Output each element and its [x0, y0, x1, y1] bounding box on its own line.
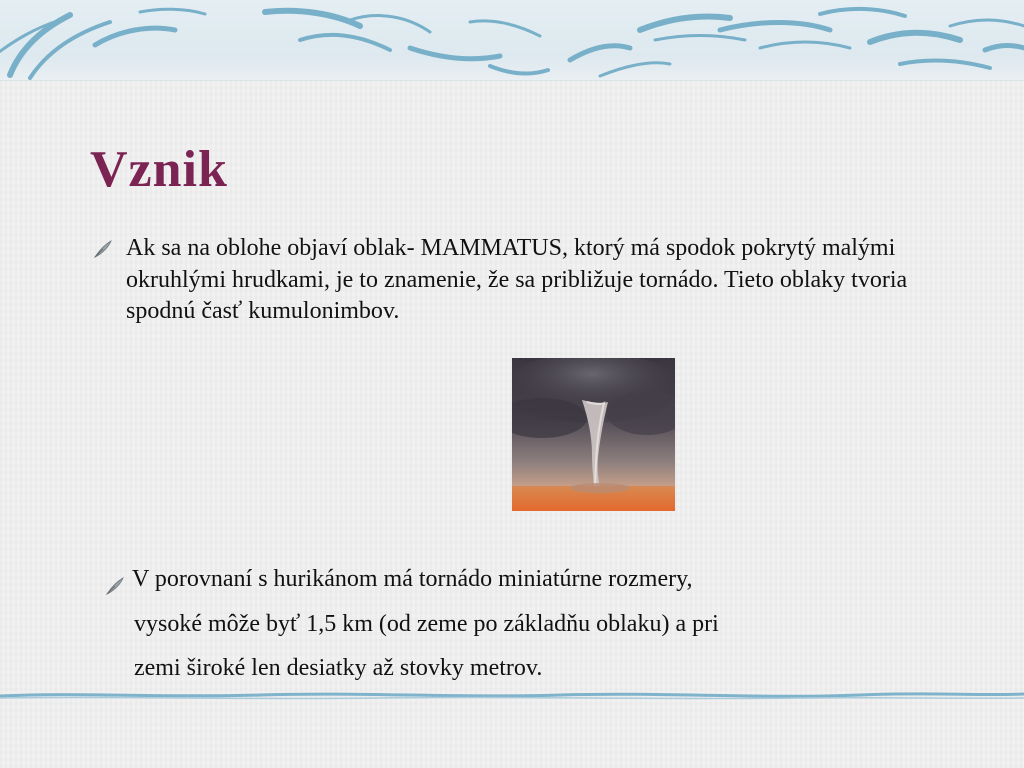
tornado-photo: [512, 358, 675, 511]
bullet-2-line-1: V porovnaní s hurikánom má tornádo miniatúrne rozmery,: [132, 566, 693, 592]
bullet-item-1: [92, 233, 952, 328]
decorative-wave-header: [0, 0, 1024, 81]
feather-quill-icon: [92, 238, 114, 260]
bullet-text-2: [132, 557, 904, 691]
bullet-text-1: Ak sa na oblohe objaví oblak- MAMMATUS, ktorý má spodok pokrytý malými okruhlými hrudkami, je to znamenie, že sa približuje tornádo. Tieto oblaky tvoria spodnú časť kumulonimbov.: [126, 235, 908, 324]
slide-title: Vznik: [90, 141, 228, 198]
wave-pattern-icon: [0, 0, 1024, 80]
decorative-wave-divider: [0, 688, 1024, 702]
bullet-item-2: [104, 557, 904, 691]
bullet-2-line-3: zemi široké len desiatky až stovky metrov.: [134, 655, 543, 681]
bullet-2-line-2: vysoké môže byť 1,5 km (od zeme po základňu oblaku) a pri: [134, 610, 719, 637]
feather-quill-icon: [104, 568, 126, 590]
